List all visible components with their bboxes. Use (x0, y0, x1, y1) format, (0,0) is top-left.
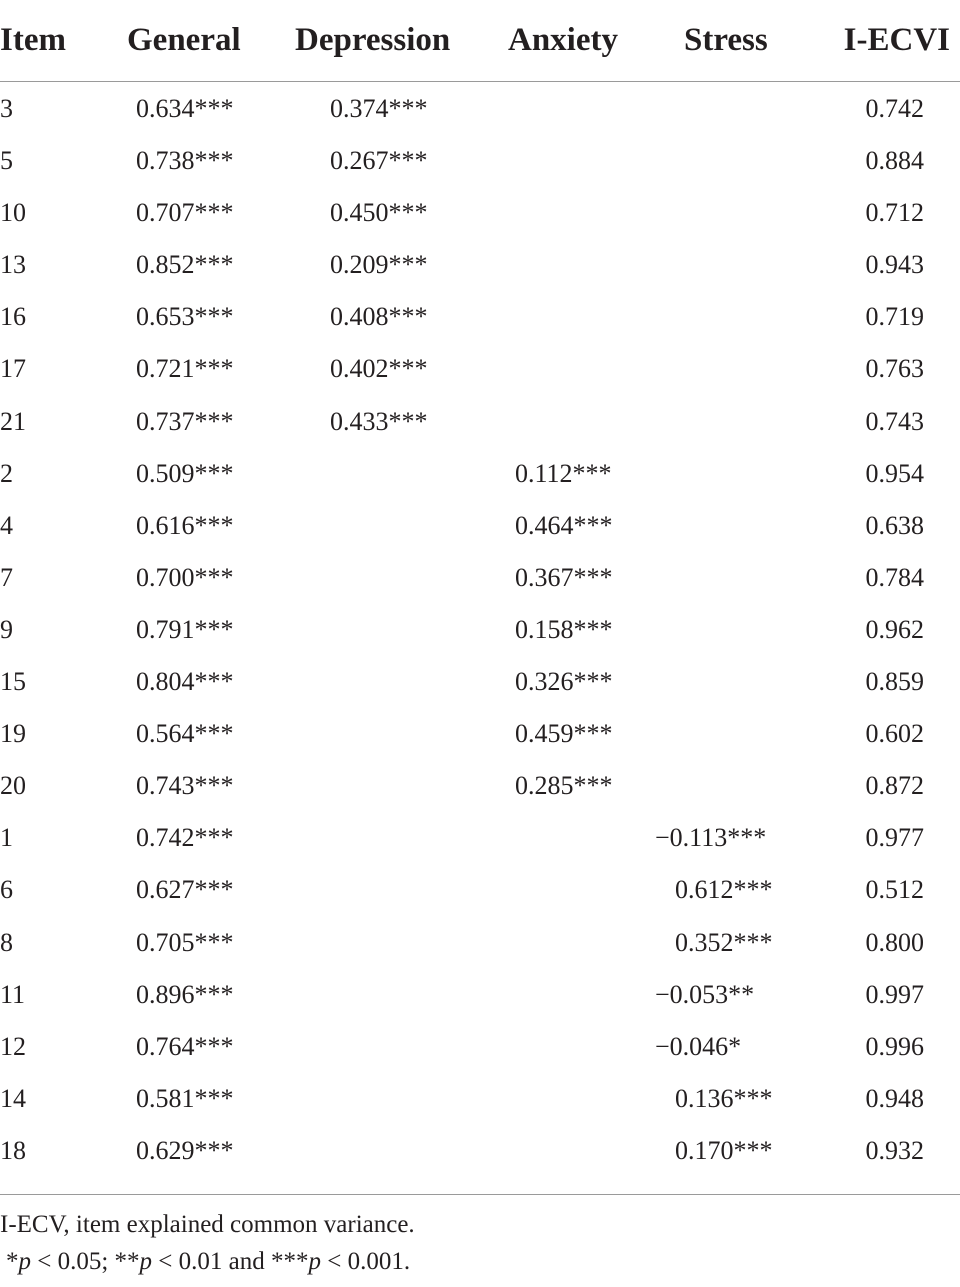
cell-item: 17 (0, 354, 26, 384)
footnote-abbreviation: I-ECV, item explained common variance. (0, 1211, 415, 1238)
table-row (0, 1023, 960, 1075)
table-row (0, 554, 960, 606)
cell-item: 16 (0, 302, 26, 332)
cell-iecvi: 0.943 (865, 250, 924, 280)
cell-iecvi: 0.743 (865, 406, 924, 436)
cell-stress: 0.612*** (675, 875, 773, 905)
cell-general: 0.653*** (136, 302, 234, 332)
cell-anxiety: 0.158*** (515, 614, 613, 644)
table-row (0, 293, 960, 345)
cell-depression: 0.450*** (330, 198, 428, 228)
cell-item: 14 (0, 1083, 26, 1113)
cell-iecvi: 0.884 (865, 146, 924, 176)
table-row (0, 450, 960, 502)
cell-item: 9 (0, 614, 13, 644)
cell-item: 21 (0, 406, 26, 436)
table-row (0, 658, 960, 710)
table-row (0, 137, 960, 189)
cell-item: 3 (0, 94, 13, 123)
table-row (0, 971, 960, 1023)
cell-anxiety: 0.464*** (515, 510, 613, 540)
cell-stress: 0.170*** (675, 1135, 773, 1165)
cell-general: 0.738*** (136, 146, 234, 176)
table-body (0, 82, 960, 1179)
cell-general: 0.629*** (136, 1135, 234, 1165)
cell-item: 18 (0, 1135, 26, 1165)
cell-iecvi: 0.800 (865, 927, 924, 957)
cell-general: 0.791*** (136, 614, 234, 644)
cell-iecvi: 0.859 (865, 667, 924, 697)
cell-item: 12 (0, 1031, 26, 1061)
cell-depression: 0.267*** (330, 146, 428, 176)
table-row (0, 345, 960, 397)
table-row (0, 1075, 960, 1127)
cell-iecvi: 0.712 (865, 198, 924, 228)
cell-general: 0.616*** (136, 510, 234, 540)
cell-depression: 0.209*** (330, 250, 428, 280)
table-row (0, 189, 960, 241)
cell-item: 5 (0, 146, 13, 176)
footnote-significance: *p < 0.05; **p < 0.01 and ***p < 0.001. (6, 1248, 411, 1275)
cell-anxiety: 0.367*** (515, 562, 613, 592)
header-iecvi: I-ECVI (843, 22, 950, 58)
cell-iecvi: 0.954 (865, 458, 924, 488)
cell-general: 0.581*** (136, 1083, 234, 1113)
table-row (0, 710, 960, 762)
cell-iecvi: 0.996 (865, 1031, 924, 1061)
cell-anxiety: 0.326*** (515, 667, 613, 697)
cell-iecvi: 0.977 (865, 823, 924, 853)
cell-item: 19 (0, 719, 26, 749)
cell-item: 13 (0, 250, 26, 280)
cell-item: 4 (0, 510, 13, 540)
cell-anxiety: 0.112*** (515, 458, 612, 488)
cell-iecvi: 0.638 (865, 510, 924, 540)
cell-iecvi: 0.948 (865, 1083, 924, 1113)
cell-item: 6 (0, 875, 13, 905)
cell-item: 7 (0, 562, 13, 592)
cell-general: 0.804*** (136, 667, 234, 697)
cell-stress: −0.046* (655, 1031, 742, 1061)
table-row (0, 606, 960, 658)
cell-general: 0.737*** (136, 406, 234, 436)
cell-iecvi: 0.932 (865, 1135, 924, 1165)
cell-item: 20 (0, 771, 26, 801)
cell-general: 0.852*** (136, 250, 234, 280)
cell-item: 11 (0, 979, 26, 1009)
cell-depression: 0.433*** (330, 406, 428, 436)
cell-stress: −0.053** (655, 979, 755, 1009)
cell-general: 0.627*** (136, 875, 234, 905)
table-row (0, 241, 960, 293)
table-row (0, 1127, 960, 1179)
table-row (0, 762, 960, 814)
cell-general: 0.896*** (136, 979, 234, 1009)
cell-general: 0.743*** (136, 771, 234, 801)
cell-iecvi: 0.719 (865, 302, 924, 332)
cell-depression: 0.374*** (330, 94, 428, 123)
cell-general: 0.700*** (136, 562, 234, 592)
header-item: Item (0, 22, 66, 58)
cell-general: 0.564*** (136, 719, 234, 749)
cell-iecvi: 0.512 (865, 875, 924, 905)
cell-item: 8 (0, 927, 13, 957)
cell-general: 0.721*** (136, 354, 234, 384)
cell-stress: −0.113*** (655, 823, 767, 853)
cell-depression: 0.402*** (330, 354, 428, 384)
cell-iecvi: 0.962 (865, 614, 924, 644)
table-row (0, 814, 960, 866)
cell-anxiety: 0.459*** (515, 719, 613, 749)
cell-item: 1 (0, 823, 13, 853)
header-general: General (127, 22, 241, 58)
cell-anxiety: 0.285*** (515, 771, 613, 801)
cell-general: 0.764*** (136, 1031, 234, 1061)
cell-general: 0.705*** (136, 927, 234, 957)
header-stress: Stress (684, 22, 768, 58)
header-anxiety: Anxiety (508, 22, 618, 58)
cell-iecvi: 0.784 (865, 562, 924, 592)
table-row (0, 919, 960, 971)
table-row (0, 502, 960, 554)
cell-item: 10 (0, 198, 26, 228)
cell-iecvi: 0.742 (865, 94, 924, 123)
cell-item: 2 (0, 458, 13, 488)
table-row (0, 866, 960, 918)
table-footnotes (0, 1194, 960, 1278)
cell-general: 0.707*** (136, 198, 234, 228)
cell-item: 15 (0, 667, 26, 697)
table-row (0, 85, 960, 137)
cell-general: 0.509*** (136, 458, 234, 488)
cell-iecvi: 0.763 (865, 354, 924, 384)
cell-general: 0.634*** (136, 94, 234, 123)
table-header-row (0, 0, 960, 82)
cell-iecvi: 0.997 (865, 979, 924, 1009)
table-row (0, 398, 960, 450)
cell-stress: 0.136*** (675, 1083, 773, 1113)
cell-iecvi: 0.872 (865, 771, 924, 801)
cell-depression: 0.408*** (330, 302, 428, 332)
cell-iecvi: 0.602 (865, 719, 924, 749)
cell-general: 0.742*** (136, 823, 234, 853)
cell-stress: 0.352*** (675, 927, 773, 957)
header-depression: Depression (295, 22, 451, 58)
